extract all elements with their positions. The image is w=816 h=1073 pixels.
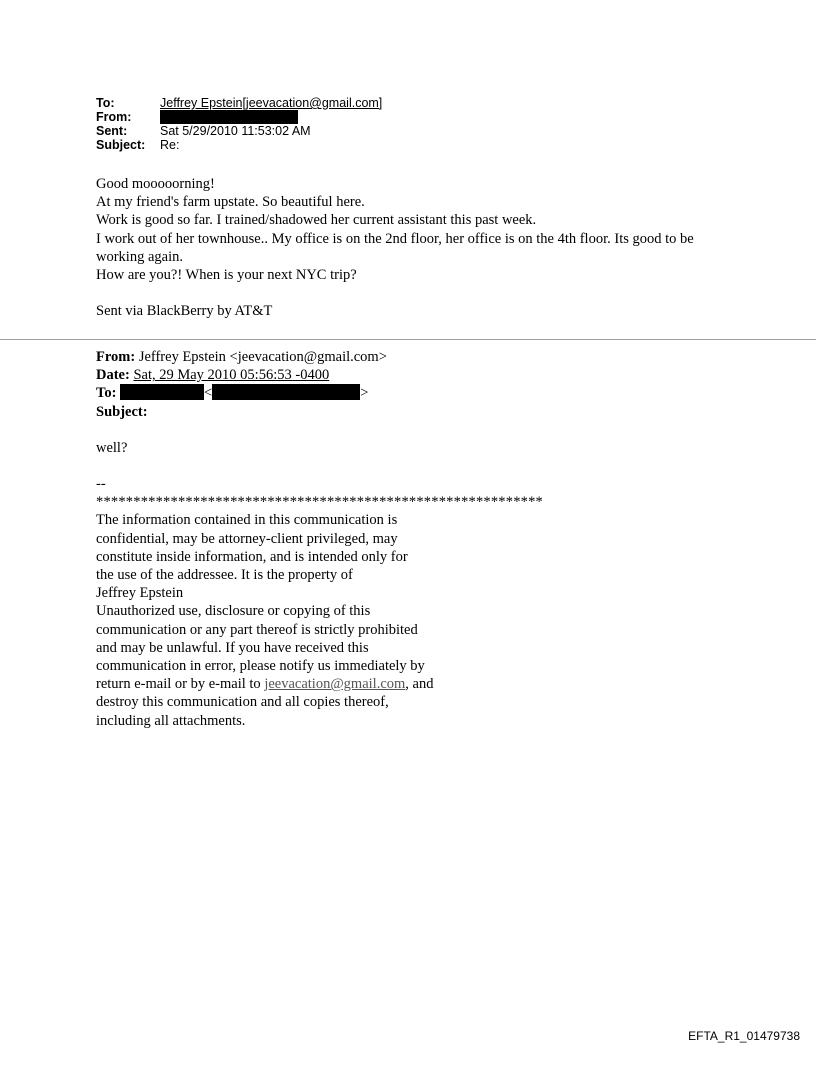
disclaimer-line: confidential, may be attorney-client privileged, may <box>96 530 398 547</box>
disclaimer-line: destroy this communication and all copies thereof, <box>96 694 389 711</box>
quoted-from-label: From: <box>96 349 136 365</box>
quoted-subject-label: Subject: <box>96 403 148 420</box>
return-suffix: , and <box>405 676 434 693</box>
return-prefix: return e-mail or by e-mail to <box>96 676 265 693</box>
disclaimer-line: The information contained in this communication is <box>96 512 398 529</box>
subject-value: Re: <box>160 138 180 152</box>
redaction-box <box>120 384 204 400</box>
from-label: From: <box>96 110 132 124</box>
disclaimer-line: communication or any part thereof is strictly prohibited <box>96 621 418 638</box>
spacer <box>96 457 736 475</box>
quoted-subject-row <box>96 403 736 421</box>
spacer <box>96 421 736 439</box>
disclaimer-line: constitute inside information, and is intended only for <box>96 548 408 565</box>
header-from-row <box>96 110 382 124</box>
quoted-from-value: Jeffrey Epstein <jeevacation@gmail.com> <box>138 349 387 365</box>
quoted-date-label: Date: <box>96 367 130 384</box>
email-header <box>96 96 382 152</box>
sent-label: Sent: <box>96 124 128 138</box>
header-sent-row <box>96 124 382 138</box>
disclaimer-line: Jeffrey Epstein <box>96 585 184 602</box>
redaction-box <box>212 384 360 400</box>
disclaimer-line: Unauthorized use, disclosure or copying of this <box>96 603 371 620</box>
message-line: How are you?! When is your next NYC trip? <box>96 267 357 284</box>
message-body <box>96 175 736 320</box>
quoted-message <box>96 348 736 730</box>
spacer <box>96 284 736 302</box>
quoted-body: well? <box>96 439 128 456</box>
disclaimer-line: the use of the addressee. It is the property of <box>96 567 353 584</box>
header-to-row <box>96 96 382 110</box>
header-subject-row <box>96 138 382 152</box>
message-signature: Sent via BlackBerry by AT&T <box>96 303 273 320</box>
subject-label: Subject: <box>96 138 146 152</box>
quoted-date-row <box>96 366 736 384</box>
quoted-from-row <box>96 348 736 366</box>
quoted-to-row <box>96 384 736 402</box>
disclaimer-return-line <box>96 675 736 693</box>
signature-stars: ************************************************************ <box>96 494 543 511</box>
quoted-to-open: < <box>204 385 213 402</box>
divider <box>0 339 816 340</box>
signature-dash: -- <box>96 476 106 493</box>
quoted-to-close: > <box>360 385 369 402</box>
to-label: To: <box>96 96 115 110</box>
disclaimer-line: communication in error, please notify us immediately by <box>96 658 425 675</box>
to-value: Jeffrey Epstein[jeevacation@gmail.com] <box>160 96 383 110</box>
message-greeting: Good mooooorning! <box>96 176 215 192</box>
document-id: EFTA_R1_01479738 <box>688 1029 800 1043</box>
quoted-date-value: Sat, 29 May 2010 05:56:53 -0400 <box>133 367 330 384</box>
disclaimer-line: and may be unlawful. If you have received this <box>96 639 369 656</box>
quoted-to-label: To: <box>96 385 117 402</box>
message-line: Work is good so far. I trained/shadowed her current assistant this past week. <box>96 212 537 229</box>
redaction-box <box>160 110 298 124</box>
message-line: At my friend's farm upstate. So beautiful here. <box>96 194 365 211</box>
email-link[interactable]: jeevacation@gmail.com <box>264 676 406 693</box>
sent-value: Sat 5/29/2010 11:53:02 AM <box>160 124 311 138</box>
message-line: I work out of her townhouse.. My office is on the 2nd floor, her office is on the 4th floor. Its good to be working again. <box>96 230 694 265</box>
disclaimer-line: including all attachments. <box>96 712 246 729</box>
